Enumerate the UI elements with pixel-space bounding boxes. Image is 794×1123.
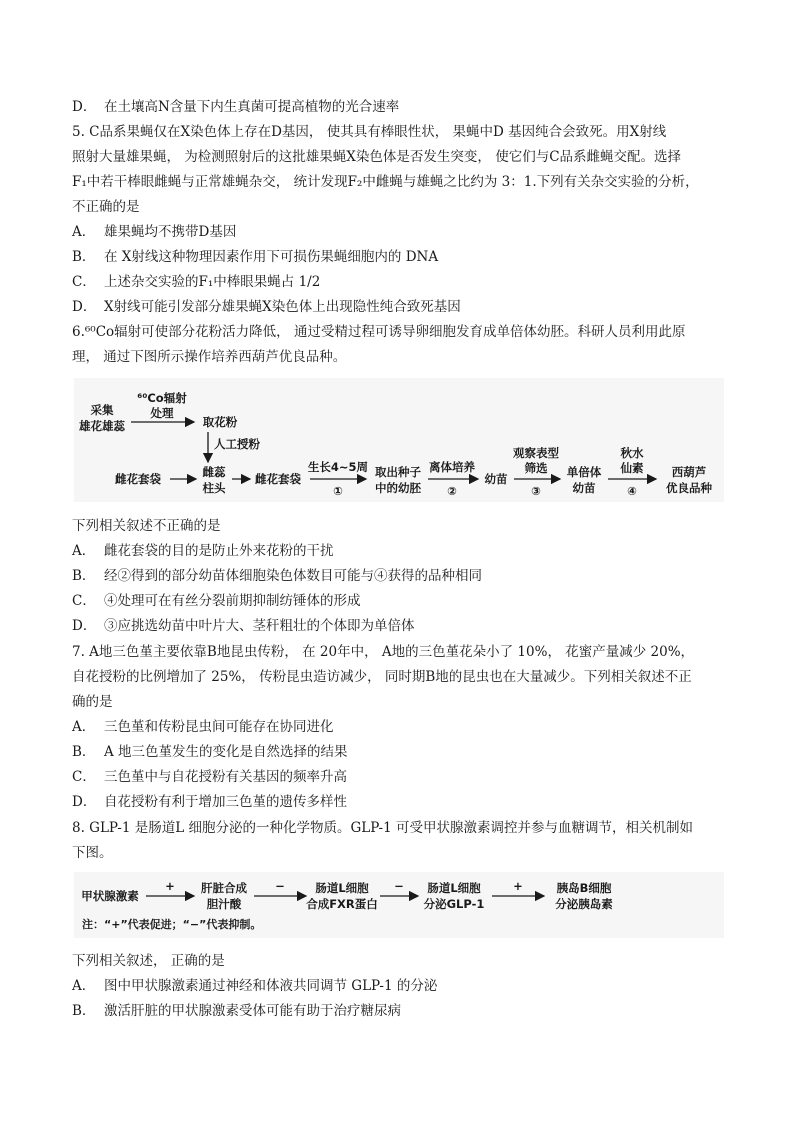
step-2-label: ② xyxy=(447,484,457,498)
option-label: C． xyxy=(72,274,96,290)
q7-stem-line-1: 7. A地三色堇主要依靠B地昆虫传粉， 在 20年中， A地的三色堇花朵小了 10%， 花蜜产量减少 20%， xyxy=(72,644,695,660)
q8-mechanism-diagram xyxy=(74,872,724,938)
q7-stem-line-2: 自花授粉的比例增加了 25%， 传粉昆虫造访减少， 同时期B地的昆虫也在大量减少。下列相关叙述不正 xyxy=(72,669,692,685)
node-insulin-1: 胰岛B细胞 xyxy=(556,881,612,895)
option-label: C． xyxy=(72,593,96,609)
observe-label-2: 筛选 xyxy=(524,461,548,475)
q5-option-a xyxy=(72,222,236,242)
option-label: A． xyxy=(72,978,96,994)
option-label: C． xyxy=(72,769,96,785)
node-fxr-2: 合成FXR蛋白 xyxy=(306,897,378,911)
q5-stem-line-1: 5. C品系果蝇仅在X染色体上存在D基因， 使其具有棒眼性状， 果蝇中D 基因纯合会致死。用X射线 xyxy=(72,124,667,140)
grow-label: 生长4~5周 xyxy=(307,460,369,474)
sign-3: − xyxy=(394,879,404,893)
take-pollen-label: 取花粉 xyxy=(202,415,238,429)
option-label: D． xyxy=(72,299,97,315)
q6-option-c xyxy=(72,591,361,611)
option-text: 在土壤高N含量下内生真菌可提高植物的光合速率 xyxy=(104,99,400,115)
q5-stem-line-4: 不正确的是 xyxy=(72,199,140,215)
q4-option-d xyxy=(72,97,399,117)
colchicine-label-2: 仙素 xyxy=(620,461,644,475)
node-glp1-1: 肠道L细胞 xyxy=(427,881,481,895)
q5-option-d xyxy=(72,297,461,317)
q7-option-c xyxy=(72,767,347,787)
q5-option-b xyxy=(72,247,438,267)
q6-flow-diagram xyxy=(74,378,724,502)
option-label: D． xyxy=(72,618,97,634)
step-1-label: ① xyxy=(333,484,343,498)
q8-option-b xyxy=(72,1001,401,1021)
q6-option-a xyxy=(72,541,334,561)
culture-label: 离体培养 xyxy=(429,460,475,474)
option-label: B． xyxy=(72,744,96,760)
bag-label-2: 雌花套袋 xyxy=(255,472,301,486)
co60-label-2: 处理 xyxy=(150,406,174,420)
option-text: 雄果蝇均不携带D基因 xyxy=(104,224,237,240)
step-4-label: ④ xyxy=(627,484,637,498)
option-label: B． xyxy=(72,1003,96,1019)
collect-label-2: 雄花雄蕊 xyxy=(79,419,125,433)
node-glp1-2: 分泌GLP-1 xyxy=(423,897,485,911)
q7-option-a xyxy=(72,717,334,737)
stigma-label-2: 柱头 xyxy=(202,481,226,495)
node-fxr-1: 肠道L细胞 xyxy=(315,881,369,895)
option-label: B． xyxy=(72,568,96,584)
option-text: 经②得到的部分幼苗体细胞染色体数目可能与④获得的品种相同 xyxy=(104,568,482,584)
node-thyroid-hormone: 甲状腺激素 xyxy=(81,889,139,903)
node-liver-1: 肝脏合成 xyxy=(201,881,247,895)
step-3-label: ③ xyxy=(531,484,541,498)
q8-option-a xyxy=(72,976,437,996)
option-text: 激活肝脏的甲状腺激素受体可能有助于治疗糖尿病 xyxy=(104,1003,401,1019)
q8-stem-line-1: 8. GLP-1 是肠道L 细胞分泌的一种化学物质。GLP-1 可受甲状腺激素调控并参与血糖调节，相关机制如 xyxy=(72,820,693,836)
pollinate-label: 人工授粉 xyxy=(214,437,260,451)
sign-1: + xyxy=(165,879,175,893)
q7-option-b xyxy=(72,742,348,762)
colchicine-label-1: 秋水 xyxy=(620,446,644,460)
option-text: 上述杂交实验的F₁中棒眼果蝇占 1/2 xyxy=(104,274,321,290)
stigma-label-1: 雌蕊 xyxy=(202,465,226,479)
option-label: A． xyxy=(72,224,96,240)
option-text: 图中甲状腺激素通过神经和体液共同调节 GLP-1 的分泌 xyxy=(104,978,438,994)
final-label-1: 西葫芦 xyxy=(671,465,707,479)
option-label: A． xyxy=(72,543,96,559)
bag-label-1: 雌花套袋 xyxy=(115,472,161,486)
q6-stem-line-2: 理， 通过下图所示操作培养西葫芦优良品种。 xyxy=(72,349,347,365)
observe-label-1: 观察表型 xyxy=(513,446,559,460)
option-label: A． xyxy=(72,719,96,735)
q6-option-b xyxy=(72,566,482,586)
q6-ask: 下列相关叙述不正确的是 xyxy=(72,518,221,534)
q6-option-d xyxy=(72,616,415,636)
q5-option-c xyxy=(72,272,320,292)
option-text: ③应挑选幼苗中叶片大、茎秆粗壮的个体即为单倍体 xyxy=(104,618,415,634)
seedling-label: 幼苗 xyxy=(484,472,508,486)
sign-4: + xyxy=(513,879,523,893)
q7-option-d xyxy=(72,792,347,812)
q6-stem-line-1: 6.⁶⁰Co辐射可使部分花粉活力降低， 通过受精过程可诱导卵细胞发育成单倍体幼胚。科研人员利用此原 xyxy=(72,324,686,340)
collect-label-1: 采集 xyxy=(90,403,114,417)
option-label: B． xyxy=(72,249,96,265)
q8-ask: 下列相关叙述， 正确的是 xyxy=(72,953,225,969)
option-text: 在 X射线这种物理因素作用下可损伤果蝇细胞内的 DNA xyxy=(104,249,439,265)
option-text: 三色堇中与自花授粉有关基因的频率升高 xyxy=(104,769,347,785)
q8-stem-line-2: 下图。 xyxy=(72,845,113,861)
embryo-label-1: 取出种子 xyxy=(375,465,421,479)
node-liver-2: 胆汁酸 xyxy=(206,897,242,911)
haploid-label-2: 幼苗 xyxy=(572,481,596,495)
option-text: 三色堇和传粉昆虫间可能存在协同进化 xyxy=(104,719,334,735)
q5-stem-line-2: 照射大量雄果蝇， 为检测照射后的这批雄果蝇X染色体是否发生突变， 使它们与C品系雌蝇交配。选择 xyxy=(72,149,682,165)
node-insulin-2: 分泌胰岛素 xyxy=(555,897,613,911)
q7-stem-line-3: 确的是 xyxy=(72,694,113,710)
embryo-label-2: 中的幼胚 xyxy=(375,481,421,495)
option-text: X射线可能引发部分雄果蝇X染色体上出现隐性纯合致死基因 xyxy=(104,299,461,315)
final-label-2: 优良品种 xyxy=(666,481,712,495)
co60-label-1: ⁶⁰Co辐射 xyxy=(137,391,187,405)
haploid-label-1: 单倍体 xyxy=(566,465,602,479)
diagram-note: 注：“+”代表促进；“−”代表抑制。 xyxy=(82,918,262,931)
sign-2: − xyxy=(275,879,285,893)
option-text: 自花授粉有利于增加三色堇的遗传多样性 xyxy=(104,794,347,810)
option-text: A 地三色堇发生的变化是自然选择的结果 xyxy=(104,744,348,760)
option-text: 雌花套袋的目的是防止外来花粉的干扰 xyxy=(104,543,334,559)
option-label: D． xyxy=(72,794,97,810)
option-text: ④处理可在有丝分裂前期抑制纺锤体的形成 xyxy=(104,593,361,609)
q5-stem-line-3: F₁中若干棒眼雌蝇与正常雄蝇杂交， 统计发现F₂中雌蝇与雄蝇之比约为 3：1.下列有关杂交实验的分析， xyxy=(72,174,699,190)
option-label: D． xyxy=(72,99,97,115)
